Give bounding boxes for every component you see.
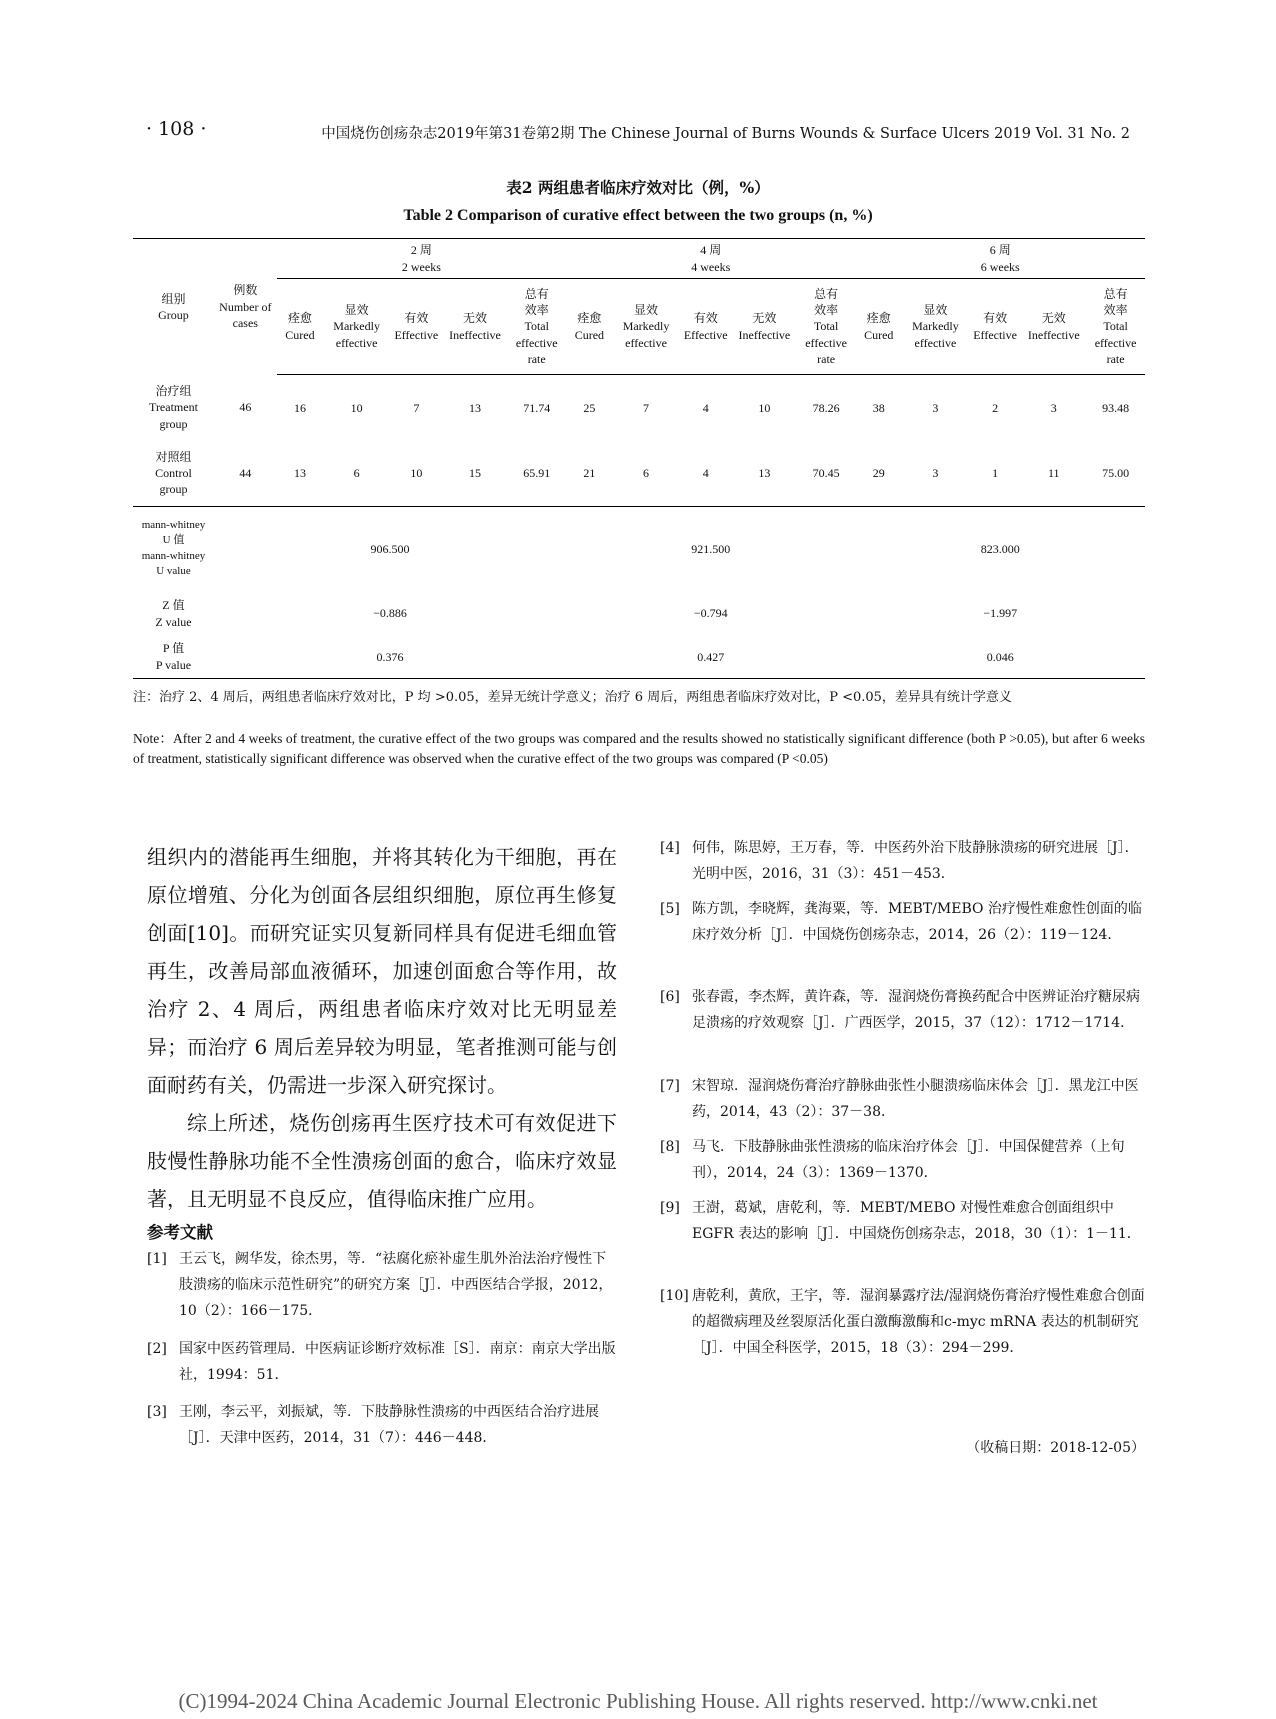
reference-text: 马飞．下肢静脉曲张性溃疡的临床治疗体会［J］．中国保健营养（上旬刊），2014，24（3）：1369－1370． <box>692 1139 1125 1181</box>
sub-col-header: 痊愈 Cured <box>277 279 324 375</box>
cell: 7 <box>643 400 650 415</box>
table-caption-zh: 表2 两组患者临床疗效对比（例，%） <box>506 178 770 197</box>
copyright-footer: (C)1994-2024 China Academic Journal Electronic Publishing House. All rights reserved. http://www.cnki.net <box>178 1689 1098 1713</box>
cell: 93.48 <box>1102 400 1130 415</box>
table-caption-en: Table 2 Comparison of curative effect between the two groups (n, %) <box>403 207 873 224</box>
period-header: 4 周 4 weeks <box>566 239 855 279</box>
sub-col-header: 有效 Effective <box>969 279 1022 375</box>
reference-item <box>660 1195 1145 1247</box>
table-note-en: Note：After 2 and 4 weeks of treatment, the curative effect of the two groups was compared and the results showed no statistically significant difference (both P >0.05), but after 6 weeks of treatment, statistically significant difference was observed when the curative effect of the two groups was compared (P <0.05) <box>133 731 1145 766</box>
stat-value: 823.000 <box>980 541 1020 556</box>
row-group-label: 治疗组 Treatment group <box>149 384 198 431</box>
reference-text: 国家中医药管理局．中医病证诊断疗效标准［S］．南京：南京大学出版社，1994：51． <box>179 1341 616 1383</box>
reference-number: [2] <box>147 1341 167 1357</box>
period-header: 6 周 6 weeks <box>855 239 1145 279</box>
cell: 38 <box>872 400 885 415</box>
stat-value: 0.427 <box>566 637 855 679</box>
stat-value: −0.794 <box>693 606 728 621</box>
body-text <box>147 838 617 1218</box>
cell: 11 <box>1021 441 1086 507</box>
cell: 15 <box>443 441 508 507</box>
reference-number: [6] <box>660 989 680 1005</box>
sub-col-header: 总有 效率 Total effective rate <box>797 279 856 375</box>
reference-number: [7] <box>660 1078 680 1094</box>
stat-value: −1.997 <box>983 606 1018 621</box>
reference-item <box>147 1336 617 1388</box>
reference-number: [4] <box>660 840 680 856</box>
table-row <box>133 441 1145 507</box>
stat-value: 906.500 <box>370 541 410 556</box>
reference-item <box>147 1246 617 1324</box>
cell: 13 <box>732 441 797 507</box>
paragraph: 综上所述，烧伤创疡再生医疗技术可有效促进下肢慢性静脉功能不全性溃疡创面的愈合，临床疗效显著，且无明显不良反应，值得临床推广应用。 <box>147 1111 617 1211</box>
cell: 44 <box>214 441 277 507</box>
table-row <box>133 375 1145 441</box>
reference-text: 王刚，李云平，刘振斌，等．下肢静脉性溃疡的中西医结合治疗进展［J］．天津中医药，2014，31（7）：446－448． <box>179 1404 599 1446</box>
reference-number: [9] <box>660 1200 680 1216</box>
cell: 4 <box>702 400 709 415</box>
stat-value: 0.376 <box>214 637 566 679</box>
cell: 10 <box>350 400 363 415</box>
row-group-label: 对照组 Control group <box>133 441 214 507</box>
stat-row-z <box>133 591 1145 637</box>
stat-row-p <box>133 637 1145 679</box>
paragraph: 组织内的潜能再生细胞，并将其转化为干细胞，再在原位增殖、分化为创面各层组织细胞，原位再生修复创面[10]。而研究证实贝复新同样具有促进毛细血管再生，改善局部血液循环，加速创面愈合等作用，故治疗 2、4 周后，两组患者临床疗效对比无明显差异；而治疗 6 周后差异较为明显，笔者推测可能与创面耐药有关，仍需进一步深入研究探讨。 <box>147 845 617 1097</box>
stat-row-u <box>133 507 1145 591</box>
stat-label: mann-whitney U 值 mann-whitney U value <box>141 518 206 578</box>
cell: 78.26 <box>812 400 840 415</box>
reference-item <box>660 896 1145 948</box>
reference-item <box>660 1073 1145 1125</box>
stat-label: Z 值 Z value <box>155 597 192 629</box>
cell: 6 <box>613 441 680 507</box>
cell: 3 <box>902 441 969 507</box>
reference-number: [3] <box>147 1404 167 1420</box>
sub-col-header: 痊愈 Cured <box>855 279 902 375</box>
reference-text: 唐乾利，黄欣，王宇，等．湿润暴露疗法/湿润烧伤膏治疗慢性难愈合创面的超微病理及丝裂原活化蛋白激酶激酶和c-myc mRNA 表达的机制研究［J］．中国全科医学，2015，18（3）：294－299． <box>692 1288 1145 1356</box>
page-number: · 108 · <box>146 118 207 140</box>
cell: 1 <box>969 441 1022 507</box>
received-date: （收稿日期：2018-12-05） <box>966 1440 1145 1456</box>
col-header-group: 组别 Group <box>133 239 214 375</box>
reference-text: 王澍，葛斌，唐乾利，等．MEBT/MEBO 对慢性难愈合创面组织中 EGFR 表达的影响［J］．中国烧伤创疡杂志，2018，30（1）：1－11． <box>692 1200 1141 1242</box>
cell: 25 <box>583 400 596 415</box>
cell: 46 <box>239 400 252 415</box>
reference-number: [8] <box>660 1139 680 1155</box>
reference-number: [5] <box>660 901 680 917</box>
sub-col-header: 痊愈 Cured <box>566 279 613 375</box>
reference-item <box>147 1399 617 1451</box>
results-table <box>133 238 1145 679</box>
reference-number: [10] <box>660 1288 689 1304</box>
cell: 7 <box>413 400 420 415</box>
cell: 13 <box>277 441 324 507</box>
cell: 21 <box>566 441 613 507</box>
col-header-cases: 例数 Number of cases <box>214 239 277 375</box>
cell: 65.91 <box>507 441 566 507</box>
sub-col-header: 显效 Markedly effective <box>902 279 969 375</box>
cell: 4 <box>679 441 732 507</box>
reference-text: 张春霞，李杰辉，黄许森，等．湿润烧伤膏换药配合中医辨证治疗糖尿病足溃疡的疗效观察［J］．广西医学，2015，37（12）：1712－1714． <box>692 989 1140 1031</box>
stat-label: P 值 P value <box>133 637 214 679</box>
cell: 16 <box>293 400 306 415</box>
cell: 13 <box>469 400 481 415</box>
cell: 10 <box>390 441 443 507</box>
reference-item <box>660 1134 1145 1186</box>
sub-col-header: 显效 Markedly effective <box>323 279 390 375</box>
cell: 10 <box>758 400 771 415</box>
references-heading: 参考文献 <box>147 1223 213 1242</box>
cell: 2 <box>992 400 999 415</box>
stat-value: −0.886 <box>373 606 407 621</box>
sub-col-header: 总有 效率 Total effective rate <box>1086 279 1145 375</box>
reference-item <box>660 984 1145 1036</box>
reference-text: 何伟，陈思婷，王万春，等．中医药外治下肢静脉溃疡的研究进展［J］．光明中医，2016，31（3）：451－453． <box>692 840 1139 882</box>
reference-item <box>660 835 1145 887</box>
sub-col-header: 无效 Ineffective <box>1021 279 1086 375</box>
cell: 29 <box>855 441 902 507</box>
table-note-zh: 注：治疗 2、4 周后，两组患者临床疗效对比，P 均 >0.05，差异无统计学意义；治疗 6 周后，两组患者临床疗效对比，P <0.05，差异具有统计学意义 <box>133 690 1012 705</box>
reference-text: 宋智琼．湿润烧伤膏治疗静脉曲张性小腿溃疡临床体会［J］．黑龙江中医药，2014，43（2）：37－38． <box>692 1078 1139 1120</box>
period-header: 2 周 2 weeks <box>277 239 566 279</box>
reference-number: [1] <box>147 1251 167 1267</box>
sub-col-header: 有效 Effective <box>390 279 443 375</box>
cell: 6 <box>323 441 390 507</box>
journal-title: 中国烧伤创疡杂志2019年第31卷第2期 The Chinese Journal of Burns Wounds & Surface Ulcers 2019 Vol. 31 No. 2 <box>321 126 1130 142</box>
cell: 70.45 <box>797 441 856 507</box>
reference-item <box>660 1283 1145 1361</box>
cell: 3 <box>1050 400 1057 415</box>
sub-col-header: 显效 Markedly effective <box>613 279 680 375</box>
reference-text: 陈方凯，李晓辉，龚海粟，等．MEBT/MEBO 治疗慢性难愈性创面的临床疗效分析［J］．中国烧伤创疡杂志，2014，26（2）：119－124． <box>692 901 1142 943</box>
running-header <box>0 118 1276 146</box>
cell: 71.74 <box>523 400 551 415</box>
sub-col-header: 有效 Effective <box>679 279 732 375</box>
stat-value: 0.046 <box>855 637 1145 679</box>
sub-col-header: 总有 效率 Total effective rate <box>507 279 566 375</box>
cell: 75.00 <box>1086 441 1145 507</box>
sub-col-header: 无效 Ineffective <box>443 279 508 375</box>
cell: 3 <box>932 400 939 415</box>
sub-col-header: 无效 Ineffective <box>732 279 797 375</box>
stat-value: 921.500 <box>691 541 731 556</box>
reference-text: 王云飞，阙华发，徐杰男，等．“祛腐化瘀补虚生肌外治法治疗慢性下肢溃疡的临床示范性研究”的研究方案［J］．中西医结合学报，2012，10（2）：166－175． <box>179 1251 613 1319</box>
